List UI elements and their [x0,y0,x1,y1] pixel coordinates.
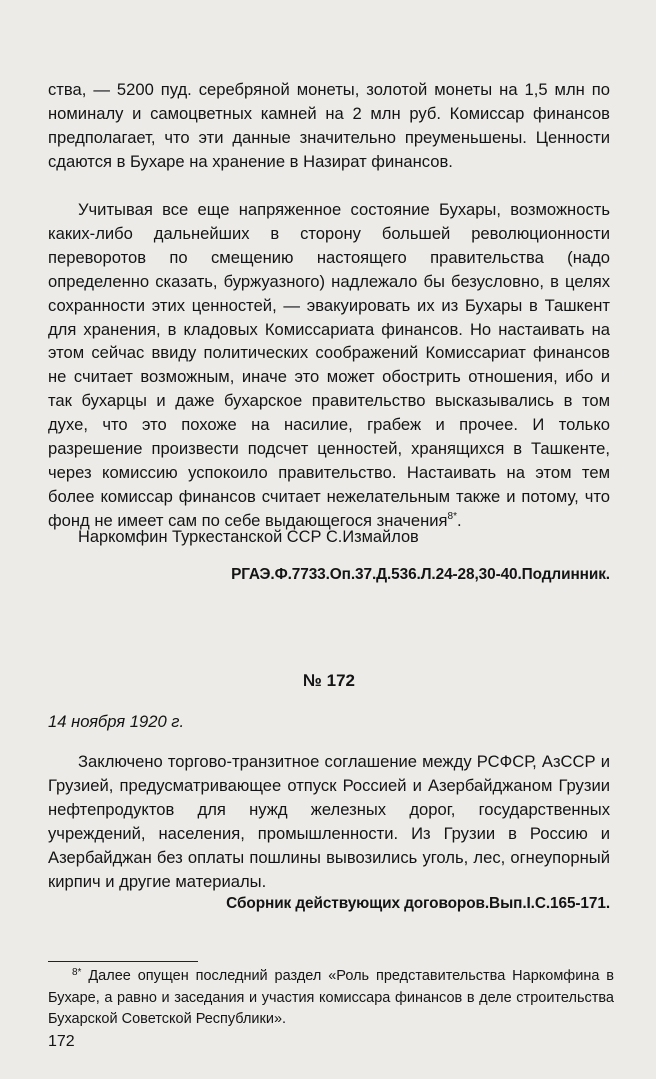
footnote-divider [48,961,198,962]
footnote-reference: 8* [447,510,457,522]
paragraph-2-text: Учитывая все еще напряженное состояние Бухары, возможность каких-либо дальнейших в сторону большей революционности переворотов по смещению настоящего правительства (надо определенно сказать, буржуазного) надлежало бы безусловно, в целях сохранности этих ценностей, — эвакуировать их из Бухары в Ташкент для хранения, в кладовых Комиссариата финансов. Но настаивать на этом сейчас ввиду политических соображений Комиссариат финансов не считает возможным, иначе это может обострить отношения, ибо и так бухарцы и даже бухарское правительство высказывались в том духе, что это похоже на насилие, грабеж и прочее. И только разрешение произвести подсчет ценностей, хранящихся в Ташкенте, через комиссию успокоило правительство. Настаивать на этом тем более комиссар финансов считает нежелательным также и потому, что фонд не имеет сам по себе выдающегося значения [48,200,610,530]
paragraph-1: ства, — 5200 пуд. серебряной монеты, золотой монеты на 1,5 млн по номиналу и самоцветных камней на 2 млн руб. Комиссар финансов предполагает, что эти данные значительно преуменьшены. Ценности сдаются в Бухаре на хранение в Назират финансов. [48,80,610,171]
page-number: 172 [48,1033,75,1050]
footnote [48,966,614,1030]
document-date: 14 ноября 1920 г. [48,712,185,731]
footnote-text: Далее опущен последний раздел «Роль представительства Наркомфина в Бухаре, а равно и заседания и участия комиссара финансов в деле строительства Бухарской Советской Республики». [48,968,614,1027]
archive-source: РГАЭ.Ф.7733.Оп.37.Д.536.Л.24-28,30-40.Подлинник. [231,566,610,583]
signature: Наркомфин Туркестанской ССР С.Измайлов [78,528,419,546]
collection-source: Сборник действующих договоров.Вып.I.С.165-171. [226,895,610,912]
paragraph-3: Заключено торгово-транзитное соглашение между РСФСР, АзССР и Грузией, предусматривающее отпуск Россией и Азербайджаном Грузии нефтепродуктов для нужд железных дорог, государственных учреждений, населения, промышленности. Из Грузии в Россию и Азербайджан без оплаты пошлины вывозились уголь, лес, огнеупорный кирпич и другие материалы. [48,752,610,891]
footnote-mark: 8* [72,967,82,978]
paragraph-2 [48,198,610,536]
document-number: № 172 [302,671,356,690]
paragraph-2-end: . [456,510,462,530]
